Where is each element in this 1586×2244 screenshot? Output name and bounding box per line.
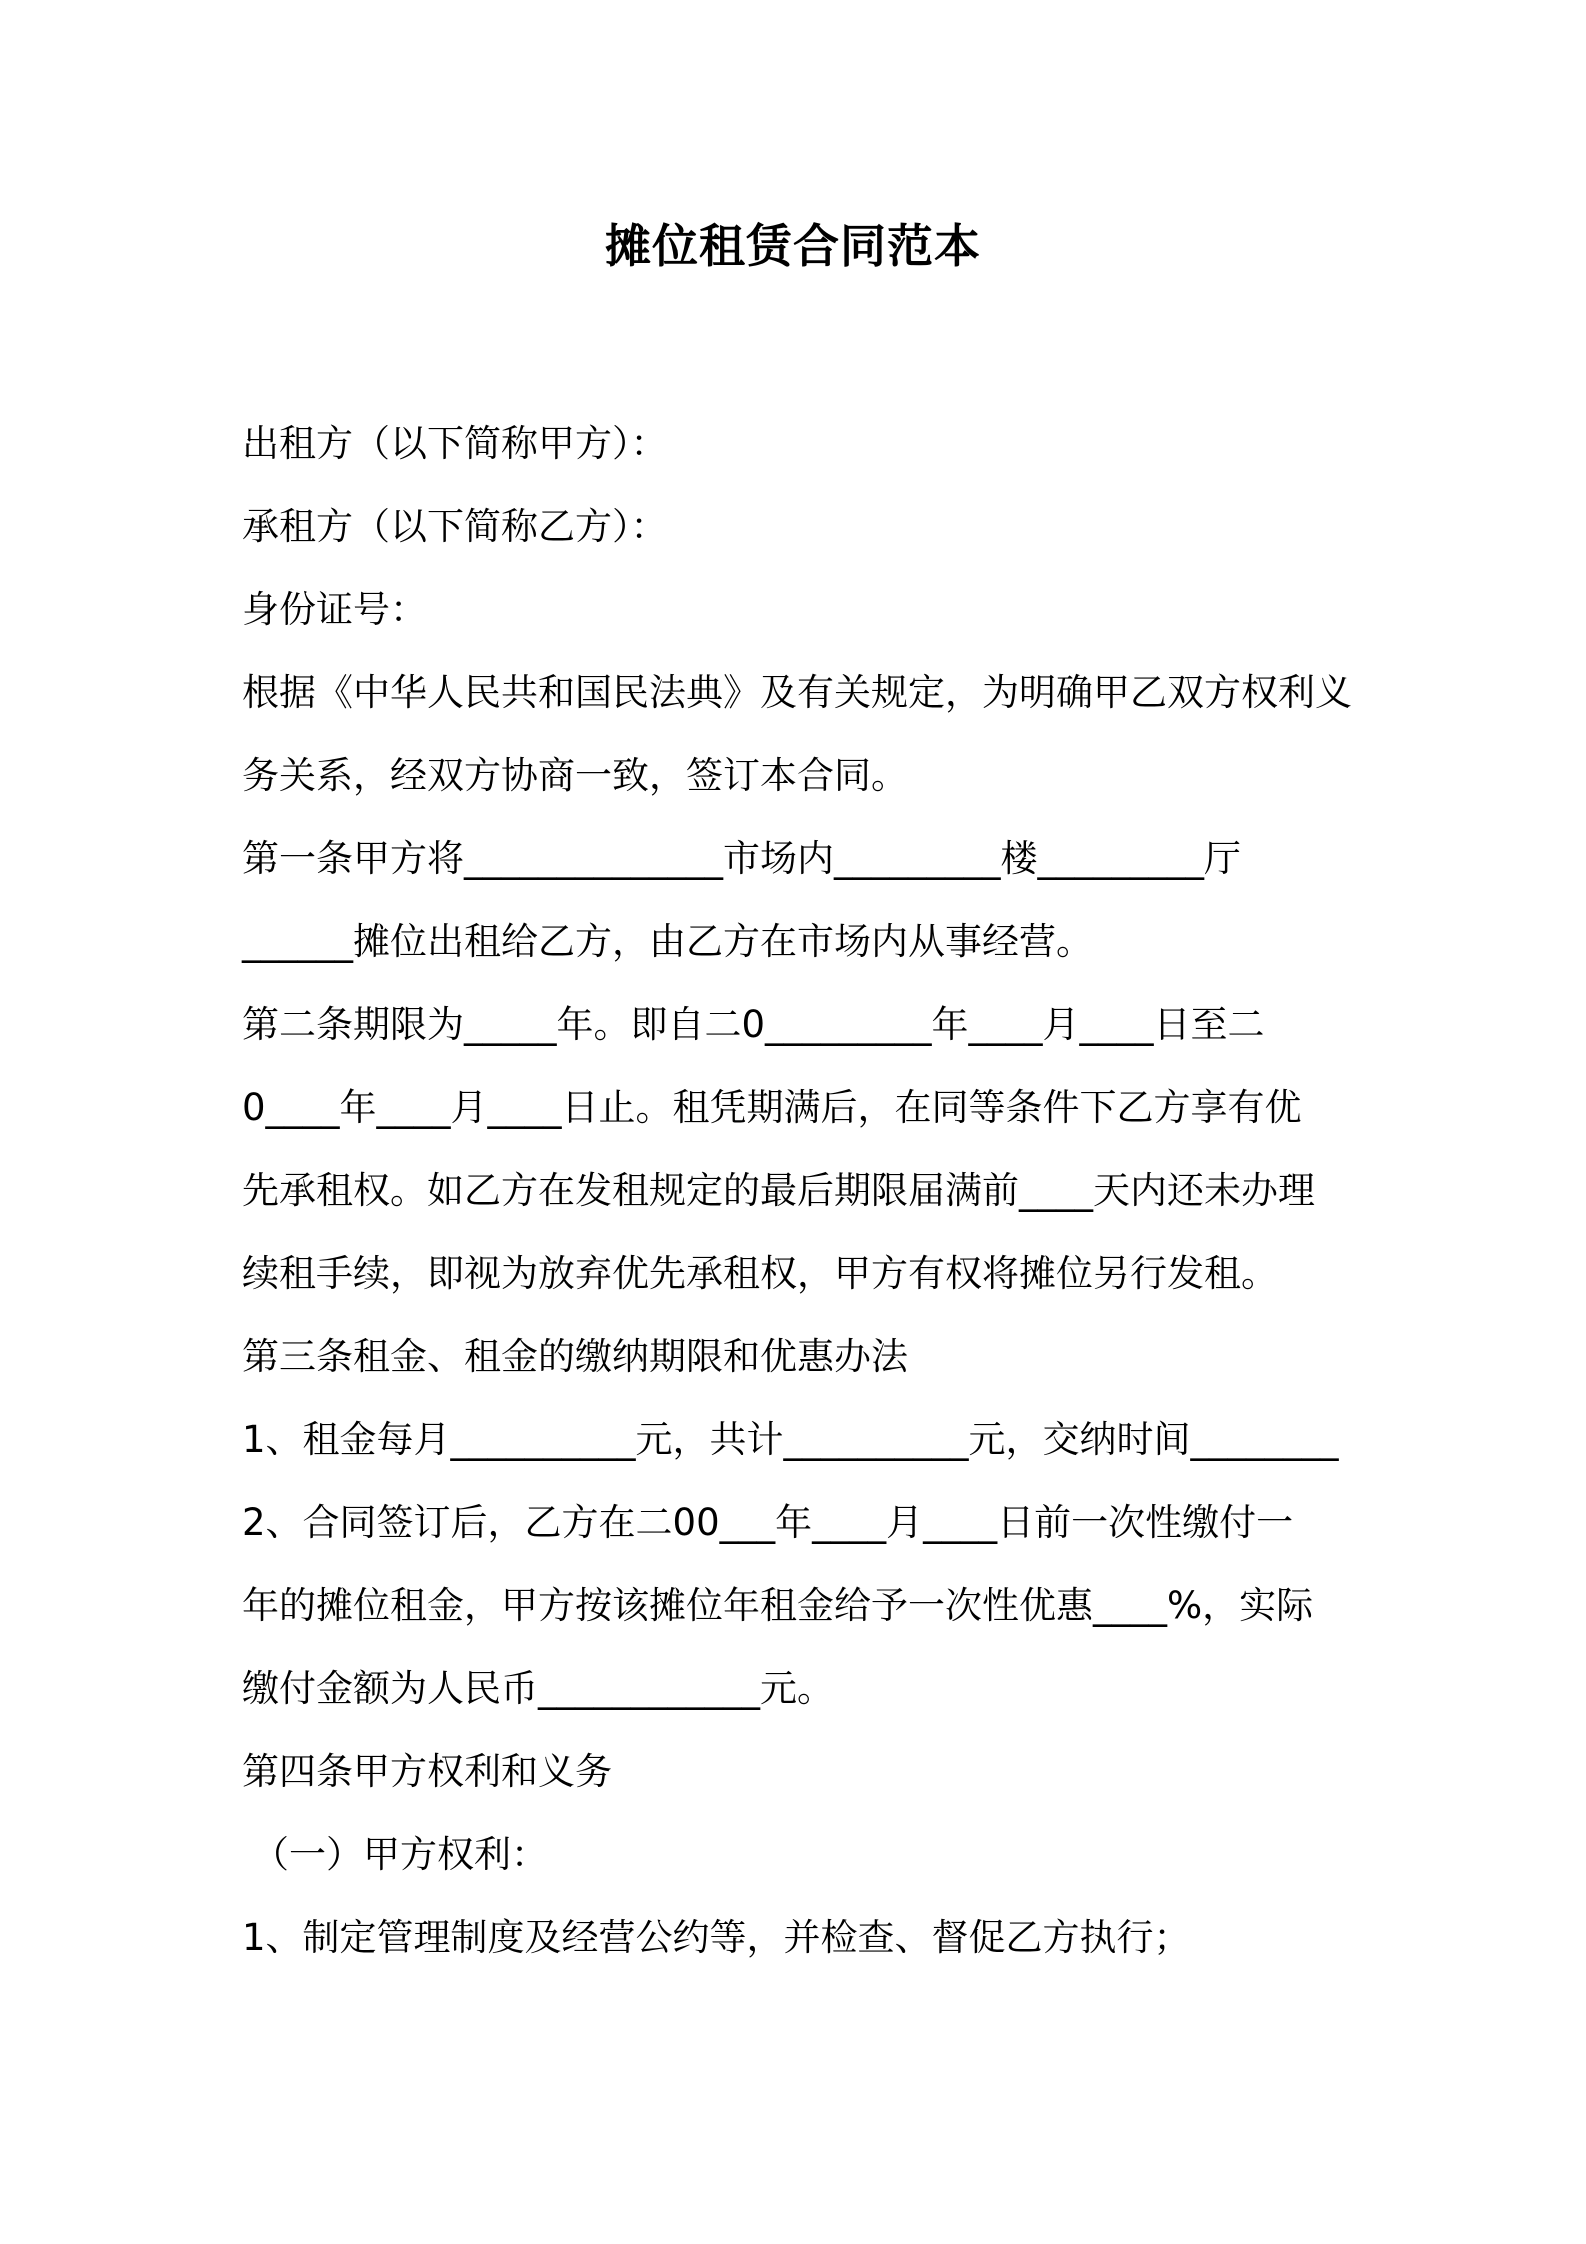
article-4-heading: 第四条甲方权利和义务 — [242, 1750, 612, 1793]
article-4-subheading: （一）甲方权利： — [252, 1833, 548, 1876]
article-3-item-2-line-1: 2、合同签订后，乙方在二00___年____月____日前一次性缴付一 — [242, 1501, 1294, 1544]
document-body — [242, 402, 1362, 1979]
preamble-line-1: 根据《中华人民共和国民法典》及有关规定，为明确甲乙双方权利义 — [242, 671, 1352, 714]
article-2-line-2: 0____年____月____日止。租凭期满后，在同等条件下乙方享有优 — [242, 1086, 1302, 1129]
article-4-item-1: 1、制定管理制度及经营公约等，并检查、督促乙方执行； — [242, 1916, 1191, 1959]
article-2-line-4: 续租手续，即视为放弃优先承租权，甲方有权将摊位另行发租。 — [242, 1252, 1278, 1295]
article-3-heading: 第三条租金、租金的缴纳期限和优惠办法 — [242, 1335, 908, 1378]
preamble-line-2: 务关系，经双方协商一致，签订本合同。 — [242, 754, 908, 797]
article-3-item-1: 1、租金每月__________元，共计__________元，交纳时间________ — [242, 1418, 1339, 1461]
article-2-line-3: 先承租权。如乙方在发租规定的最后期限届满前____天内还未办理 — [242, 1169, 1315, 1212]
lessee-line: 承租方（以下简称乙方）： — [242, 505, 668, 548]
article-3-item-2-line-3: 缴付金额为人民币____________元。 — [242, 1667, 834, 1710]
article-2-line-1: 第二条期限为_____年。即自二0_________年____月____日至二 — [242, 1003, 1265, 1046]
article-1-line-2: ______摊位出租给乙方，由乙方在市场内从事经营。 — [242, 920, 1093, 963]
lessor-line: 出租方（以下简称甲方）： — [242, 422, 668, 465]
article-1-line-1: 第一条甲方将______________市场内_________楼_________厅 — [242, 837, 1241, 880]
id-number-line: 身份证号： — [242, 588, 427, 631]
article-3-item-2-line-2: 年的摊位租金，甲方按该摊位年租金给予一次性优惠____%，实际 — [242, 1584, 1314, 1627]
document-title: 摊位租赁合同范本 — [605, 219, 981, 273]
